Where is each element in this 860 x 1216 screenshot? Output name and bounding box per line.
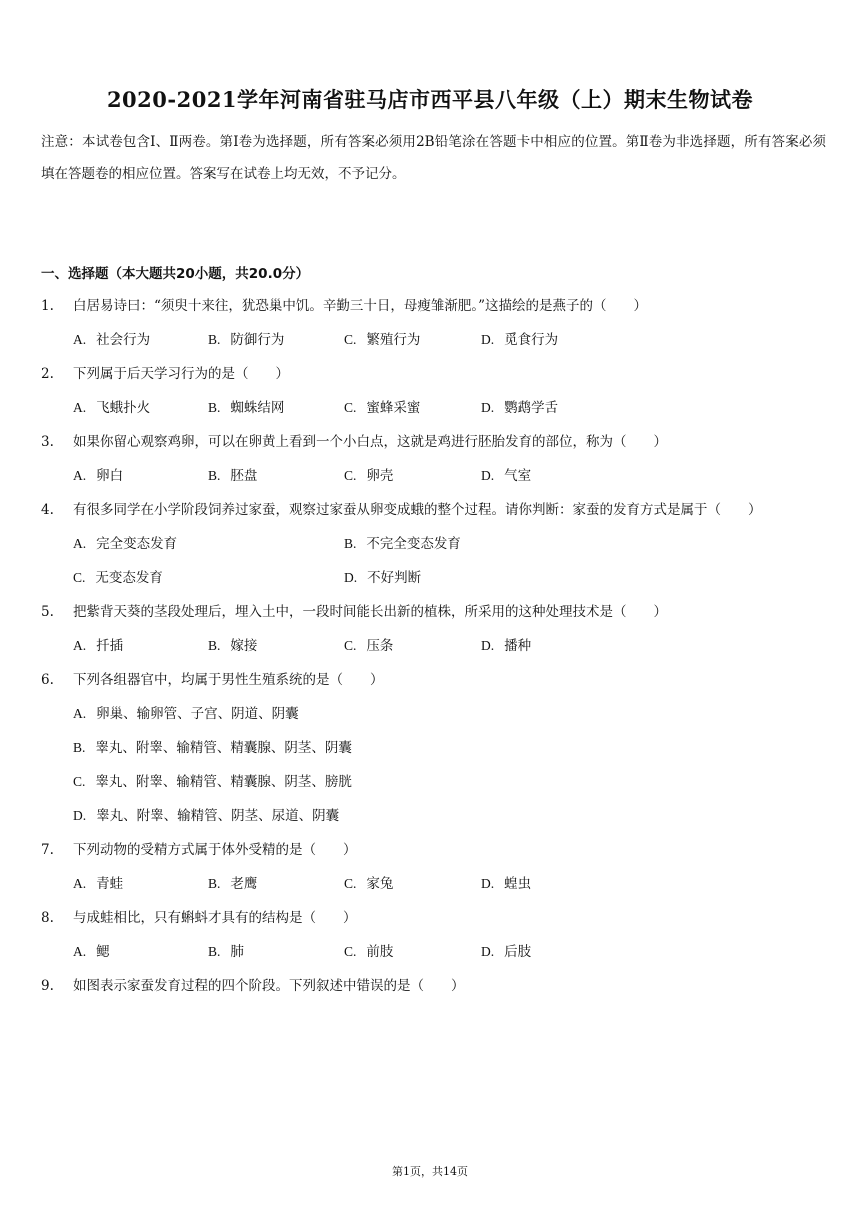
options-row bbox=[41, 731, 831, 765]
option-letter: C. bbox=[344, 638, 357, 653]
options-row bbox=[41, 765, 831, 799]
option-letter: B. bbox=[73, 740, 86, 755]
option-letter: C. bbox=[344, 332, 357, 347]
option-a[interactable] bbox=[73, 323, 150, 357]
option-c[interactable] bbox=[73, 765, 352, 799]
option-text: 家兔 bbox=[366, 876, 394, 892]
question-number: 7. bbox=[41, 842, 54, 858]
option-letter: D. bbox=[481, 332, 495, 347]
option-letter: D. bbox=[481, 468, 495, 483]
option-text: 不好判断 bbox=[367, 570, 422, 586]
question-number: 9. bbox=[41, 978, 54, 994]
question-text: 与成蛙相比，只有蝌蚪才具有的结构是（ ） bbox=[73, 910, 357, 926]
option-letter: B. bbox=[208, 468, 221, 483]
option-d[interactable] bbox=[344, 561, 421, 595]
option-letter: C. bbox=[344, 468, 357, 483]
question-text: 下列属于后天学习行为的是（ ） bbox=[73, 366, 289, 382]
option-a[interactable] bbox=[73, 935, 110, 969]
option-text: 繁殖行为 bbox=[366, 332, 421, 348]
question-number: 4. bbox=[41, 502, 54, 518]
option-letter: A. bbox=[73, 468, 87, 483]
option-text: 蜘蛛结网 bbox=[230, 400, 285, 416]
option-letter: D. bbox=[481, 944, 495, 959]
section-title: 一、选择题（本大题共20小题，共20.0分） bbox=[41, 266, 310, 282]
option-d[interactable] bbox=[481, 459, 531, 493]
option-text: 鹦鹉学舌 bbox=[504, 400, 559, 416]
option-text: 播种 bbox=[504, 638, 532, 654]
option-text: 卵巢、输卵管、子宫、阴道、阴囊 bbox=[96, 706, 299, 722]
options-row bbox=[41, 629, 831, 663]
option-text: 压条 bbox=[366, 638, 394, 654]
question-stem bbox=[41, 425, 831, 459]
option-text: 社会行为 bbox=[96, 332, 151, 348]
option-c[interactable] bbox=[344, 391, 420, 425]
option-d[interactable] bbox=[481, 867, 531, 901]
option-a[interactable] bbox=[73, 459, 123, 493]
option-a[interactable] bbox=[73, 867, 123, 901]
question-item bbox=[41, 425, 831, 493]
option-b[interactable] bbox=[208, 391, 284, 425]
option-letter: C. bbox=[344, 400, 357, 415]
question-stem bbox=[41, 595, 831, 629]
option-letter: A. bbox=[73, 332, 87, 347]
option-letter: A. bbox=[73, 706, 87, 721]
option-c[interactable] bbox=[344, 629, 393, 663]
option-d[interactable] bbox=[481, 935, 531, 969]
option-letter: D. bbox=[344, 570, 358, 585]
option-text: 鳃 bbox=[96, 944, 110, 960]
option-letter: A. bbox=[73, 876, 87, 891]
question-list bbox=[41, 289, 831, 1003]
option-b[interactable] bbox=[208, 935, 244, 969]
question-text: 如图表示家蚕发育过程的四个阶段。下列叙述中错误的是（ ） bbox=[73, 978, 465, 994]
question-text: 下列动物的受精方式属于体外受精的是（ ） bbox=[73, 842, 357, 858]
option-c[interactable] bbox=[344, 459, 393, 493]
question-text: 如果你留心观察鸡卵，可以在卵黄上看到一个小白点，这就是鸡进行胚胎发育的部位，称为（ ） bbox=[73, 434, 667, 450]
question-text: 有很多同学在小学阶段饲养过家蚕，观察过家蚕从卵变成蛾的整个过程。请你判断：家蚕的发育方式是属于（ ） bbox=[73, 502, 762, 518]
option-d[interactable] bbox=[481, 391, 558, 425]
option-letter: D. bbox=[73, 808, 87, 823]
question-item bbox=[41, 833, 831, 901]
option-letter: B. bbox=[208, 876, 221, 891]
option-a[interactable] bbox=[73, 629, 123, 663]
option-a[interactable] bbox=[73, 527, 177, 561]
option-letter: C. bbox=[344, 944, 357, 959]
option-text: 蜜蜂采蜜 bbox=[366, 400, 421, 416]
question-item bbox=[41, 357, 831, 425]
question-stem bbox=[41, 901, 831, 935]
option-letter: D. bbox=[481, 638, 495, 653]
exam-notice: 注意：本试卷包含Ⅰ、Ⅱ两卷。第Ⅰ卷为选择题，所有答案必须用2B铅笔涂在答题卡中相应的位置。第Ⅱ卷为非选择题，所有答案必须填在答题卷的相应位置。答案写在试卷上均无效，不予记分。 bbox=[41, 134, 826, 182]
option-letter: A. bbox=[73, 638, 87, 653]
option-letter: A. bbox=[73, 944, 87, 959]
option-letter: B. bbox=[208, 400, 221, 415]
option-text: 不完全变态发育 bbox=[366, 536, 461, 552]
option-d[interactable] bbox=[73, 799, 339, 833]
option-letter: B. bbox=[208, 944, 221, 959]
option-text: 睾丸、附睾、输精管、精囊腺、阴茎、膀胱 bbox=[95, 774, 352, 790]
option-text: 老鹰 bbox=[230, 876, 258, 892]
question-number: 3. bbox=[41, 434, 54, 450]
option-text: 卵壳 bbox=[366, 468, 394, 484]
option-text: 前肢 bbox=[366, 944, 394, 960]
option-text: 肺 bbox=[230, 944, 244, 960]
option-letter: B. bbox=[208, 332, 221, 347]
option-text: 睾丸、附睾、输精管、精囊腺、阴茎、阴囊 bbox=[95, 740, 352, 756]
option-letter: B. bbox=[344, 536, 357, 551]
question-number: 1. bbox=[41, 298, 54, 314]
question-number: 8. bbox=[41, 910, 54, 926]
question-text: 白居易诗曰：“须臾十来往，犹恐巢中饥。辛勤三十日，母瘦雏渐肥。”这描绘的是燕子的（ ） bbox=[73, 298, 648, 314]
option-text: 睾丸、附睾、输精管、阴茎、尿道、阴囊 bbox=[96, 808, 340, 824]
option-text: 防御行为 bbox=[230, 332, 285, 348]
option-letter: C. bbox=[73, 570, 86, 585]
question-stem bbox=[41, 493, 831, 527]
option-d[interactable] bbox=[481, 629, 531, 663]
options-row bbox=[41, 799, 831, 833]
question-stem bbox=[41, 969, 831, 1003]
options-row bbox=[41, 391, 831, 425]
option-text: 无变态发育 bbox=[95, 570, 163, 586]
option-c[interactable] bbox=[344, 867, 393, 901]
question-item bbox=[41, 289, 831, 357]
exam-title: 2020-2021学年河南省驻马店市西平县八年级（上）期末生物试卷 bbox=[106, 87, 754, 112]
question-item bbox=[41, 969, 831, 1003]
option-letter: A. bbox=[73, 400, 87, 415]
options-row bbox=[41, 697, 831, 731]
option-text: 嫁接 bbox=[230, 638, 258, 654]
option-text: 卵白 bbox=[96, 468, 124, 484]
option-text: 气室 bbox=[504, 468, 532, 484]
option-letter: D. bbox=[481, 400, 495, 415]
option-text: 扦插 bbox=[96, 638, 124, 654]
options-row bbox=[41, 935, 831, 969]
question-item bbox=[41, 663, 831, 833]
option-d[interactable] bbox=[481, 323, 558, 357]
options-row bbox=[41, 323, 831, 357]
option-b[interactable] bbox=[208, 629, 257, 663]
question-stem bbox=[41, 357, 831, 391]
question-number: 6. bbox=[41, 672, 54, 688]
option-b[interactable] bbox=[208, 867, 257, 901]
option-letter: B. bbox=[208, 638, 221, 653]
option-b[interactable] bbox=[208, 459, 257, 493]
question-stem bbox=[41, 289, 831, 323]
options-row bbox=[41, 561, 831, 595]
option-b[interactable] bbox=[73, 731, 352, 765]
option-c[interactable] bbox=[73, 561, 163, 595]
question-stem bbox=[41, 833, 831, 867]
option-text: 完全变态发育 bbox=[96, 536, 178, 552]
option-text: 蝗虫 bbox=[504, 876, 532, 892]
option-c[interactable] bbox=[344, 323, 420, 357]
option-b[interactable] bbox=[208, 323, 284, 357]
question-stem bbox=[41, 663, 831, 697]
option-text: 觅食行为 bbox=[504, 332, 559, 348]
question-item bbox=[41, 493, 831, 595]
option-letter: D. bbox=[481, 876, 495, 891]
page-footer: 第1页，共14页 bbox=[392, 1165, 468, 1178]
option-letter: C. bbox=[344, 876, 357, 891]
option-letter: A. bbox=[73, 536, 87, 551]
option-text: 青蛙 bbox=[96, 876, 124, 892]
question-item bbox=[41, 901, 831, 969]
question-item bbox=[41, 595, 831, 663]
option-c[interactable] bbox=[344, 935, 393, 969]
option-text: 飞蛾扑火 bbox=[96, 400, 151, 416]
options-row bbox=[41, 867, 831, 901]
option-a[interactable] bbox=[73, 697, 299, 731]
question-text: 下列各组器官中，均属于男性生殖系统的是（ ） bbox=[73, 672, 384, 688]
options-row bbox=[41, 459, 831, 493]
option-b[interactable] bbox=[344, 527, 461, 561]
options-row bbox=[41, 527, 831, 561]
option-a[interactable] bbox=[73, 391, 150, 425]
option-text: 胚盘 bbox=[230, 468, 258, 484]
option-letter: C. bbox=[73, 774, 86, 789]
question-number: 2. bbox=[41, 366, 54, 382]
question-number: 5. bbox=[41, 604, 54, 620]
question-text: 把紫背天葵的茎段处理后，埋入土中，一段时间能长出新的植株，所采用的这种处理技术是（ ） bbox=[73, 604, 667, 620]
option-text: 后肢 bbox=[504, 944, 532, 960]
